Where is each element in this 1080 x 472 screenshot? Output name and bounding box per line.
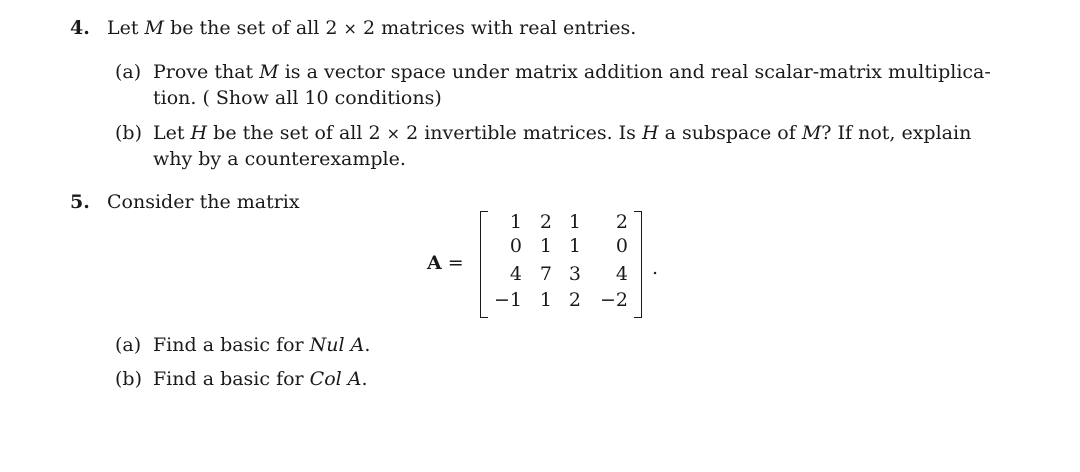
problem-5-number: 5. — [70, 191, 90, 213]
p4-stem-pre: Let — [107, 17, 139, 39]
matrix-cell: 3 — [568, 263, 581, 285]
p4-b-mid2: invertible matrices. Is — [424, 122, 636, 144]
p5-b-math: Col A — [309, 368, 362, 390]
problem-4-stem — [107, 16, 636, 41]
matrix-right-bracket — [634, 211, 642, 318]
p4-a-label: (a) — [115, 61, 142, 83]
p5-a-end: . — [364, 334, 371, 356]
p4-times: × — [343, 19, 357, 38]
matrix-equals: = — [447, 252, 464, 274]
p4-b-line1 — [153, 121, 971, 146]
matrix-cell: 1 — [539, 289, 552, 311]
p5-b-end: . — [361, 368, 368, 390]
p4-b-var-H: H — [190, 122, 208, 144]
p5-a-label: (a) — [115, 334, 142, 356]
p4-b-times: × — [386, 124, 401, 143]
matrix-cell: 1 — [539, 235, 552, 257]
p4-stem-mid: be the set of all — [170, 17, 320, 39]
matrix-period: . — [652, 257, 659, 279]
p4-a-post: is a vector space under matrix addition and real scalar-matrix multiplica- — [284, 61, 991, 83]
matrix-left-bracket — [480, 211, 488, 318]
p4-b-var-M: M — [801, 122, 822, 144]
matrix-cell: 7 — [539, 263, 552, 285]
p4-b-line2: why by a counterexample. — [153, 148, 406, 170]
p4-b-label: (b) — [115, 122, 142, 144]
p5-a-math: Nul A — [309, 334, 365, 356]
p4-b-two-1: 2 — [368, 122, 381, 144]
p4-var-M: M — [144, 17, 165, 39]
p4-a-line2: tion. ( Show all 10 conditions) — [153, 87, 442, 109]
matrix-cell: 1 — [568, 211, 581, 233]
p4-b-post: ? If not, explain — [821, 122, 972, 144]
matrix-cell: 1 — [509, 211, 522, 233]
matrix-cell: 0 — [509, 235, 522, 257]
matrix-label — [427, 251, 464, 275]
matrix-cell: 2 — [539, 211, 552, 233]
p4-a-pre: Prove that — [153, 61, 254, 83]
matrix-cell: 2 — [615, 211, 628, 233]
p4-b-two-2: 2 — [406, 122, 419, 144]
matrix-cell: 0 — [615, 235, 628, 257]
p4-b-mid3: a subspace of — [664, 122, 796, 144]
problem-4-number: 4. — [70, 17, 90, 39]
p4-b-pre: Let — [153, 122, 185, 144]
p4-two-2: 2 — [362, 17, 376, 39]
p5-a-text — [153, 333, 370, 357]
p4-b-mid: be the set of all — [213, 122, 363, 144]
p5-b-text — [153, 367, 368, 391]
matrix-cell: 1 — [568, 235, 581, 257]
matrix-name: A — [427, 252, 442, 274]
p5-a-prefix: Find a basic for — [153, 334, 304, 356]
p4-stem-post: matrices with real entries. — [381, 17, 637, 39]
p4-two-1: 2 — [325, 17, 338, 39]
p5-b-label: (b) — [115, 368, 142, 390]
problem-5-stem: Consider the matrix — [107, 191, 300, 213]
p4-a-var-M: M — [259, 61, 279, 83]
matrix-cell: 4 — [509, 263, 522, 285]
matrix-cell: 4 — [615, 263, 628, 285]
p5-b-prefix: Find a basic for — [153, 368, 304, 390]
matrix-cell: −1 — [493, 289, 522, 311]
p4-a-line1 — [153, 60, 991, 84]
matrix-cell: −2 — [599, 289, 628, 311]
p4-b-var-H2: H — [641, 122, 659, 144]
matrix-cell: 2 — [568, 289, 581, 311]
